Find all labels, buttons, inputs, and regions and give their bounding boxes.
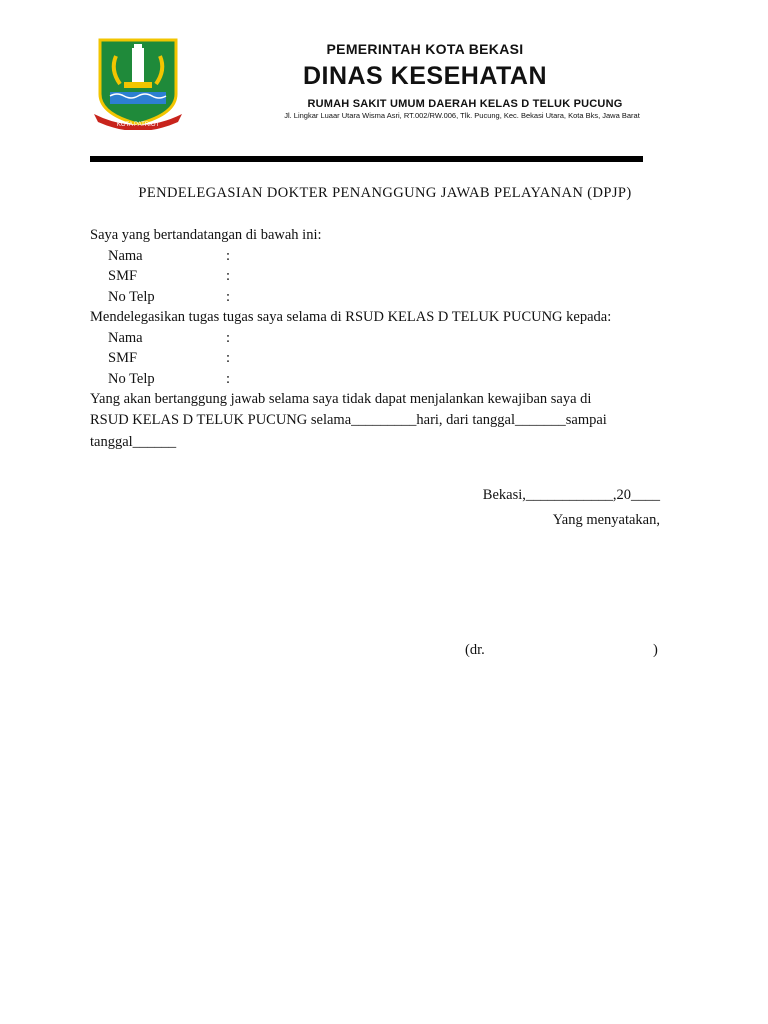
letterhead-divider: [90, 156, 643, 162]
responsibility-line-3: tanggal______: [90, 434, 177, 450]
field-colon: :: [226, 289, 231, 305]
field-label-smf-2: SMF: [108, 350, 138, 366]
field-label-telp-2: No Telp: [108, 371, 155, 387]
place-date: Bekasi,____________,20____: [482, 487, 660, 503]
field-label-smf-1: SMF: [108, 268, 138, 284]
field-colon: :: [226, 268, 231, 284]
document-title: PENDELEGASIAN DOKTER PENANGGUNG JAWAB PELAYANAN (DPJP): [138, 185, 632, 201]
field-colon: :: [226, 350, 231, 366]
department-name: DINAS KESEHATAN: [302, 62, 548, 90]
delegation-text: Mendelegasikan tugas tugas saya selama di RSUD KELAS D TELUK PUCUNG kepada:: [90, 309, 612, 325]
government-name: PEMERINTAH KOTA BEKASI: [326, 41, 524, 57]
intro-text: Saya yang bertandatangan di bawah ini:: [90, 227, 322, 243]
field-colon: :: [226, 330, 231, 346]
signature-name-open: (dr.: [465, 642, 485, 658]
closing-text: Yang menyatakan,: [552, 512, 660, 528]
hospital-address: Jl. Lingkar Luaar Utara Wisma Asri, RT.002/RW.006, Tlk. Pucung, Kec. Bekasi Utara, Kota Bks, Jawa Barat: [284, 111, 640, 120]
field-colon: :: [226, 248, 231, 264]
field-label-nama-2: Nama: [108, 330, 143, 346]
signature-name-close: ): [653, 642, 658, 658]
field-label-nama-1: Nama: [108, 248, 143, 264]
hospital-name: RUMAH SAKIT UMUM DAERAH KELAS D TELUK PUCUNG: [307, 98, 623, 110]
city-emblem-logo: [92, 36, 184, 130]
field-label-telp-1: No Telp: [108, 289, 155, 305]
field-colon: :: [226, 371, 231, 387]
responsibility-line-1: Yang akan bertanggung jawab selama saya tidak dapat menjalankan kewajiban saya di: [90, 391, 592, 407]
responsibility-line-2: RSUD KELAS D TELUK PUCUNG selama_________hari, dari tanggal_______sampai: [90, 412, 607, 428]
logo-ribbon-text: KOTA PATRIOT: [116, 122, 160, 128]
